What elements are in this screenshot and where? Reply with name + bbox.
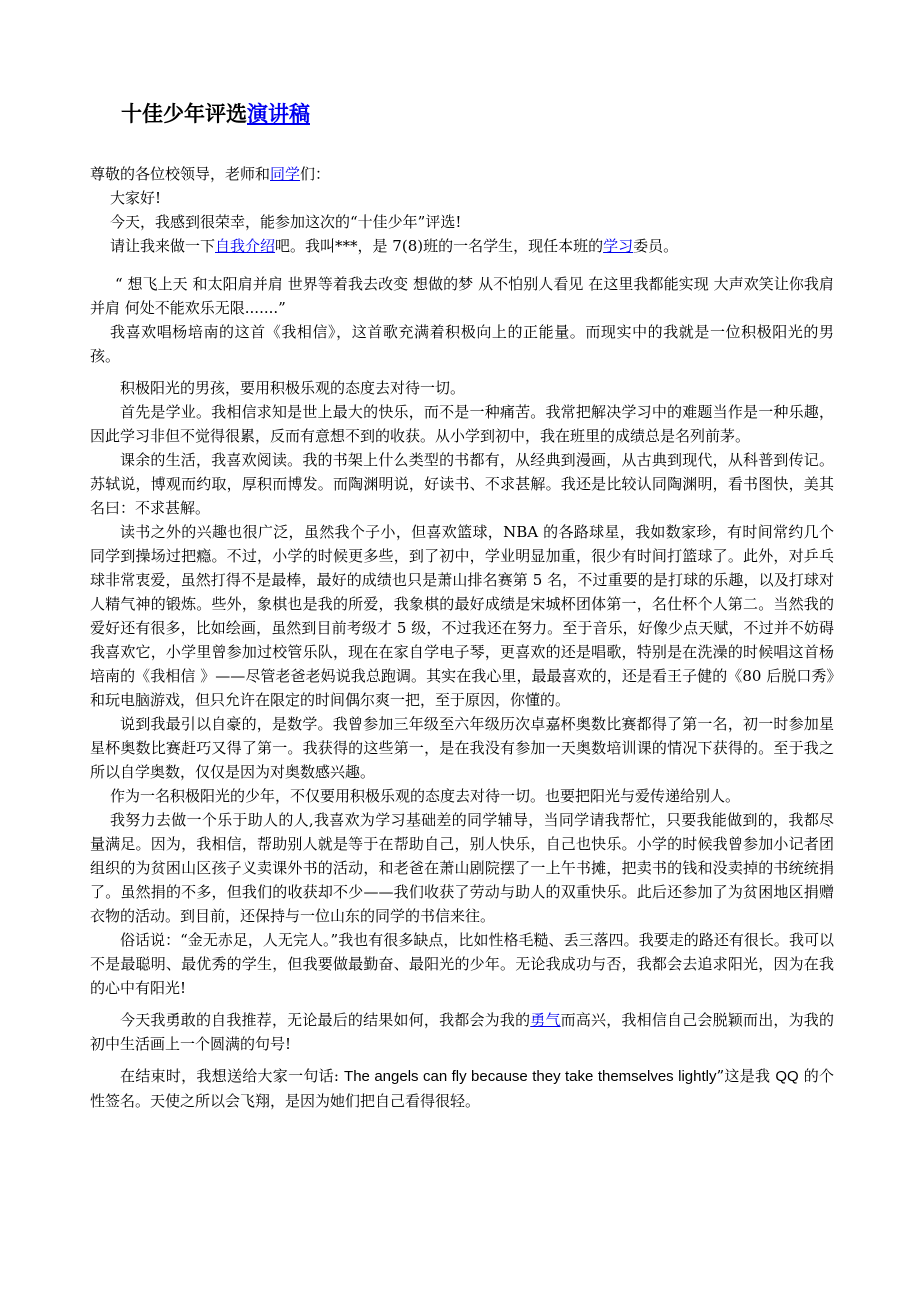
self-intro-link[interactable]: 自我介绍 bbox=[215, 237, 276, 255]
page-title bbox=[121, 98, 310, 128]
proverb-paragraph: 俗话说：“金无赤足，人无完人。”我也有很多缺点，比如性格毛糙、丢三落四。我要走的路还有很长。我可以不是最聪明、最优秀的学生，但我要做最勤奋、最阳光的少年。无论我成功与否，我都会去追求阳光，因为在我的心中有阳光! bbox=[90, 931, 834, 997]
document-body bbox=[90, 162, 834, 1113]
greeting-pre: 尊敬的各位校领导，老师和 bbox=[90, 165, 271, 183]
title-link[interactable]: 演讲稿 bbox=[247, 102, 310, 126]
sunshine-paragraph: 作为一名积极阳光的少年，不仅要用积极乐观的态度去对待一切。也要把阳光与爱传递给别人。 bbox=[110, 787, 741, 805]
study-paragraph: 首先是学业。我相信求知是世上最大的快乐，而不是一种痛苦。我常把解决学习中的难题当作是一种乐趣，因此学习非但不觉得很累，反而有意想不到的收获。从小学到初中，我在班里的成绩总是名列前茅。 bbox=[90, 403, 834, 445]
greeting-link[interactable]: 同学 bbox=[270, 165, 301, 183]
helping-paragraph: 我努力去做一个乐于助人的人,我喜欢为学习基础差的同学辅导，当同学请我帮忙，只要我能做到的，我都尽量满足。因为，我相信，帮助别人就是等于在帮助自己，别人快乐，自己也快乐。小学的时候我曾参加小记者团组织的为贫困山区孩子义卖课外书的活动，和老爸在萧山剧院摆了一上午书摊，把卖书的钱和没卖掉的书统统捐了。虽然捐的不多，但我们的收获却不少——我们收获了劳动与助人的双重快乐。此后还参加了为贫困地区捐赠衣物的活动。到目前，还保持与一位山东的同学的书信来往。 bbox=[90, 811, 834, 925]
attitude-paragraph: 积极阳光的男孩，要用积极乐观的态度去对待一切。 bbox=[120, 379, 466, 397]
song-paragraph: 我喜欢唱杨培南的这首《我相信》，这首歌充满着积极向上的正能量。而现实中的我就是一位积极阳光的男孩。 bbox=[90, 323, 834, 365]
spacer bbox=[90, 368, 834, 376]
closing-qq: QQ bbox=[775, 1068, 799, 1085]
spacer bbox=[90, 258, 834, 272]
greeting-post: 们： bbox=[300, 165, 331, 183]
closing-quote: The angels can fly because they take themselves lightly bbox=[344, 1068, 717, 1085]
closing-post-2: 的个性签名。天使之所以会飞翔，是因为她们把自己看得很轻。 bbox=[90, 1067, 835, 1110]
greeting-paragraph bbox=[90, 162, 834, 186]
spacer bbox=[90, 1000, 834, 1008]
courage-pre: 今天我勇敢的自我推荐，无论最后的结果如何，我都会为我的 bbox=[120, 1011, 531, 1029]
intro2-pre: 请让我来做一下 bbox=[110, 237, 216, 255]
spacer bbox=[90, 1056, 834, 1064]
courage-post: 而高兴，我相信自己会脱颖而出，为我的初中生活画上一个圆满的句号! bbox=[90, 1011, 834, 1053]
math-paragraph: 说到我最引以自豪的，是数学。我曾参加三年级至六年级历次卓嘉杯奥数比赛都得了第一名，初一时参加星星杯奥数比赛赶巧又得了第一。我获得的这些第一，是在我没有参加一天奥数培训课的情况下获得的。至于我之所以自学奥数，仅仅是因为对奥数感兴趣。 bbox=[90, 715, 834, 781]
closing-pre: 在结束时，我想送给大家一句话: bbox=[120, 1067, 345, 1085]
reading-paragraph: 课余的生活，我喜欢阅读。我的书架上什么类型的书都有，从经典到漫画，从古典到现代，从科普到传记。苏轼说，博观而约取，厚积而博发。而陶渊明说，好读书、不求甚解。我还是比较认同陶渊明，看书图快，美其名曰：不求甚解。 bbox=[90, 451, 834, 517]
closing-post-1: ”这是我 bbox=[716, 1067, 776, 1085]
closing-paragraph bbox=[90, 1064, 834, 1113]
lyrics-paragraph: “ 想飞上天 和太阳肩并肩 世界等着我去改变 想做的梦 从不怕别人看见 在这里我都能实现 大声欢笑让你我肩并肩 何处不能欢乐无限.......” bbox=[90, 275, 834, 317]
study-link[interactable]: 学习 bbox=[603, 237, 634, 255]
intro2-mid: 吧。我叫***，是 7(8)班的一名学生，现任本班的 bbox=[275, 237, 604, 255]
hobbies-paragraph: 读书之外的兴趣也很广泛，虽然我个子小，但喜欢篮球，NBA 的各路球星，我如数家珍，有时间常约几个同学到操场过把瘾。不过，小学的时候更多些，到了初中，学业明显加重，很少有时间打篮球了。此外，对乒乓球非常衷爱，虽然打得不是最棒，最好的成绩也只是萧山排名赛第 5 名，不过重要的是打球的乐趣，以及打球对人精气神的锻炼。些外，象棋也是我的所爱，我象棋的最好成绩是宋城杯团体第一，名仕杯个人第二。当然我的爱好还有很多，比如绘画，虽然到目前考级才 5 级，不过我还在努力。至于音乐，好像少点天赋，不过并不妨碍我喜欢它，小学里曾参加过校管乐队，现在在家自学电子琴，更喜欢的还是唱歌，特别是在洗澡的时候唱这首杨培南的《我相信 》——尽管老爸老妈说我总跑调。其实在我心里，最最喜欢的，还是看王子健的《80 后脱口秀》和玩电脑游戏，但只允许在限定的时间偶尔爽一把，至于原因，你懂的。 bbox=[90, 523, 834, 709]
intro-paragraph-1: 今天，我感到很荣幸，能参加这次的“十佳少年”评选! bbox=[110, 213, 462, 231]
title-text: 十佳少年评选 bbox=[121, 102, 247, 126]
courage-link[interactable]: 勇气 bbox=[530, 1011, 561, 1029]
courage-paragraph bbox=[90, 1008, 834, 1056]
intro2-post: 委员。 bbox=[633, 237, 679, 255]
intro-paragraph-2 bbox=[90, 234, 834, 258]
hello-paragraph: 大家好! bbox=[110, 189, 162, 207]
